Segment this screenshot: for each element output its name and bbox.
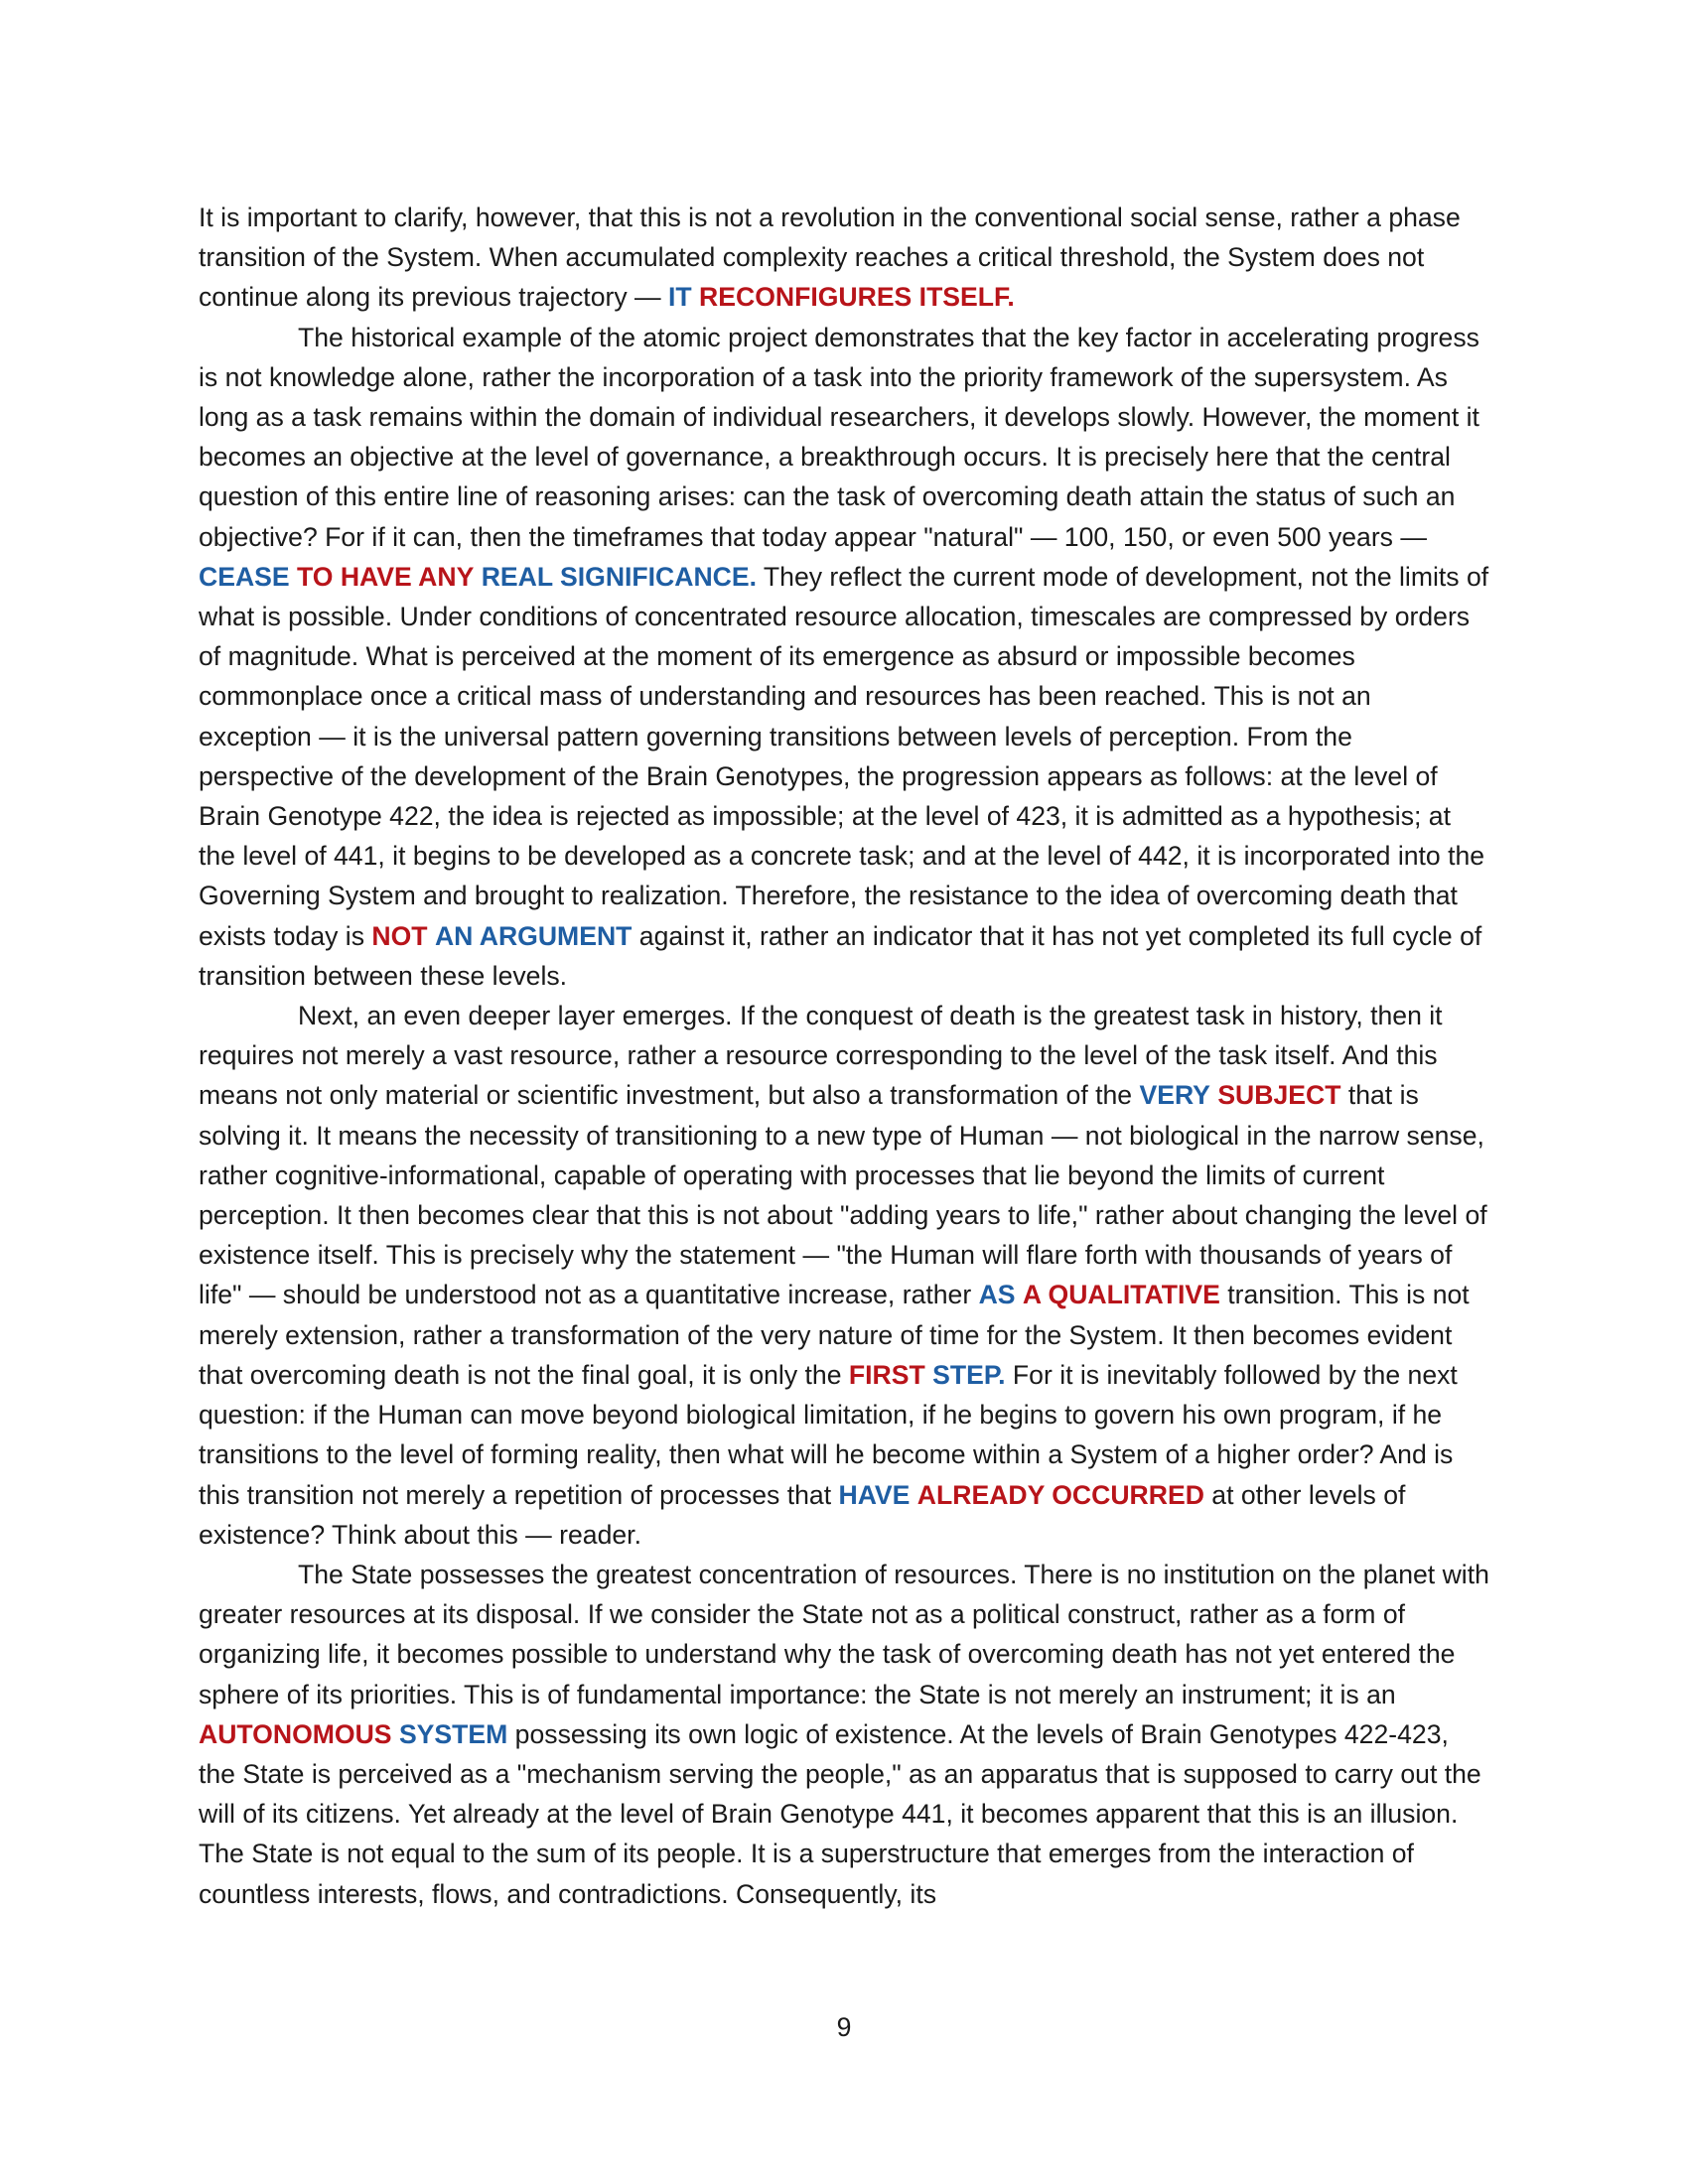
paragraph-text: [910, 1480, 916, 1510]
emphasis-blue: CEASE: [199, 561, 290, 592]
paragraph-text: against it, rather an indicator that it has not yet completed its full cycle of transition between these levels.: [199, 920, 1482, 991]
paragraph-text: They reflect the current mode of development, not the limits of what is possible. Under conditions of concentrated resource allocation, timescales are compressed by orders of magnitude. What is perceived at the moment of its emergence as absurd or impossible becomes commonplace once a critical mass of understanding and resources has been reached. This is not an exception — it is the universal pattern governing transitions between levels of perception. From the perspective of the development of the Brain Genotypes, the progression appears as follows: at the level of Brain Genotype 422, the idea is rejected as impossible; at the level of 423, it is admitted as a hypothesis; at the level of 441, it begins to be developed as a concrete task; and at the level of 442, it is incorporated into the Governing System and brought to realization. Therefore, the resistance to the idea of overcoming death that exists today is: [199, 561, 1489, 951]
paragraph-2: [199, 318, 1489, 996]
emphasis-blue: AS: [978, 1280, 1016, 1310]
paragraph-text: The historical example of the atomic project demonstrates that the key factor in accelerating progress is not knowledge alone, rather the incorporation of a task into the priority framework of the supersystem. As long as a task remains within the domain of individual researchers, it develops slowly. However, the moment it becomes an objective at the level of governance, a breakthrough occurs. It is precisely here that the central question of this entire line of reasoning arises: can the task of overcoming death attain the status of such an objective? For if it can, then the timeframes that today appear "natural" — 100, 150, or even 500 years —: [199, 322, 1479, 552]
paragraph-text: It is important to clarify, however, that this is not a revolution in the conventional social sense, rather a phase transition of the System. When accumulated complexity reaches a critical threshold, the System does not continue along its previous trajectory —: [199, 203, 1461, 313]
emphasis-blue: SYSTEM: [398, 1718, 508, 1749]
emphasis-red: AUTONOMOUS: [199, 1718, 392, 1749]
paragraph-text: [290, 562, 297, 592]
emphasis-red: A QUALITATIVE: [1022, 1280, 1220, 1310]
emphasis-red: FIRST: [848, 1359, 925, 1390]
paragraph-1: [199, 198, 1489, 318]
emphasis-red: TO HAVE ANY: [297, 561, 475, 592]
emphasis-red: ALREADY OCCURRED: [916, 1479, 1204, 1510]
paragraph-text: Next, an even deeper layer emerges. If the conquest of death is the greatest task in history, then it requires not merely a vast resource, rather a resource corresponding to the level of the task itself. And this means not only material or scientific investment, but also a transformation of the: [199, 1001, 1443, 1111]
paragraph-text: transition. This is not merely extension, rather a transformation of the very nature of time for the System. It then becomes evident that overcoming death is not the final goal, it is only the: [199, 1280, 1470, 1390]
paragraph-4: [199, 1555, 1489, 1914]
page-number: 9: [836, 2012, 852, 2042]
emphasis-blue: REAL SIGNIFICANCE.: [481, 561, 758, 592]
paragraph-text: The State possesses the greatest concentration of resources. There is no institution on the planet with greater resources at its disposal. If we consider the State not as a political construct, rather as a form of organizing life, it becomes possible to understand why the task of overcoming death has not yet entered the sphere of its priorities. This is of fundamental importance: the State is not merely an instrument; it is an: [199, 1559, 1489, 1709]
emphasis-blue: STEP.: [932, 1359, 1006, 1390]
paragraph-text: [692, 282, 699, 312]
paragraph-text: [428, 921, 435, 951]
emphasis-blue: IT: [668, 282, 692, 313]
paragraph-text: [474, 562, 481, 592]
paragraph-text: For it is inevitably followed by the next question: if the Human can move beyond biological limitation, if he begins to govern his own program, if he transitions to the level of forming reality, then what will he become within a System of a higher order? And is this transition not merely a repetition of processes that: [199, 1359, 1458, 1510]
emphasis-red: RECONFIGURES ITSELF.: [699, 282, 1015, 313]
paragraph-text: at other levels of existence? Think about this — reader.: [199, 1479, 1406, 1550]
emphasis-red: NOT: [371, 920, 428, 951]
paragraph-text: [925, 1360, 932, 1390]
emphasis-blue: VERY: [1139, 1080, 1210, 1111]
paragraph-text: that is solving it. It means the necessity of transitioning to a new type of Human — not biological in the narrow sense, rather cognitive-informational, capable of operating with processes that lie beyond the limits of current perception. It then becomes clear that this is not about "adding years to life," rather about changing the level of existence itself. This is precisely why the statement — "the Human will flare forth with thousands of years of life" — should be understood not as a quantitative increase, rather: [199, 1080, 1487, 1310]
paragraph-text: possessing its own logic of existence. At the levels of Brain Genotypes 422-423, the State is perceived as a "mechanism serving the people," as an apparatus that is supposed to carry out the will of its citizens. Yet already at the level of Brain Genotype 441, it becomes apparent that this is an illusion. The State is not equal to the sum of its people. It is a superstructure that emerges from the interaction of countless interests, flows, and contradictions. Consequently, its: [199, 1718, 1481, 1909]
body-text: [199, 198, 1489, 1914]
paragraph-3: [199, 996, 1489, 1555]
emphasis-blue: HAVE: [838, 1479, 911, 1510]
emphasis-red: SUBJECT: [1217, 1080, 1341, 1111]
paragraph-text: [1016, 1280, 1023, 1309]
emphasis-blue: AN ARGUMENT: [434, 920, 633, 951]
paragraph-text: [392, 1719, 399, 1749]
